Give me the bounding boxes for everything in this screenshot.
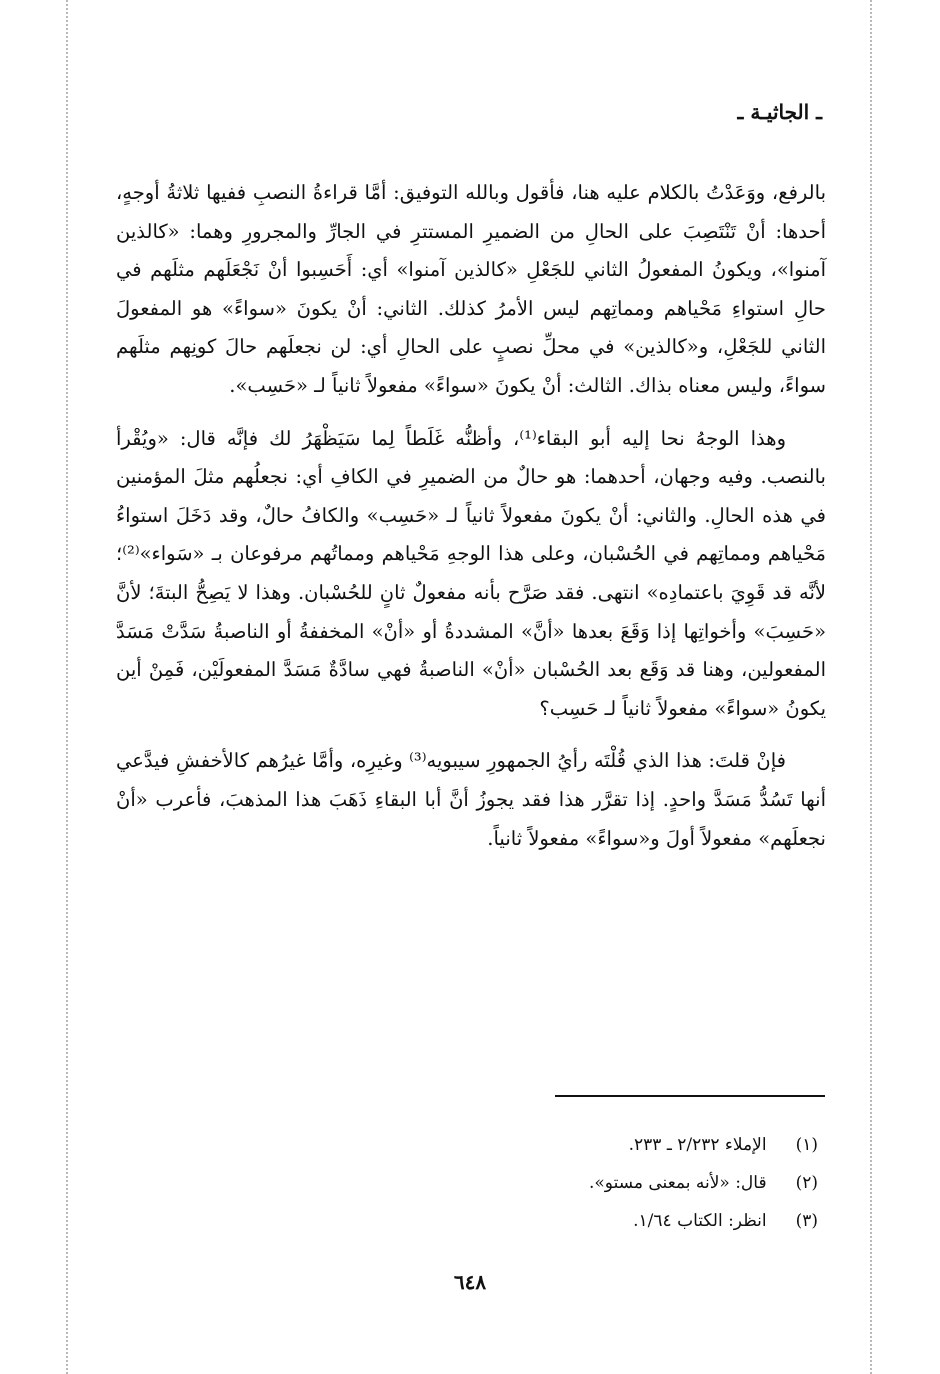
footnote-number: (٢) bbox=[795, 1173, 818, 1193]
footnote-2 bbox=[318, 1164, 818, 1202]
footnote-text: الإملاء ٢/٢٣٢ ـ ٢٣٣. bbox=[628, 1135, 767, 1155]
footnote-1 bbox=[318, 1126, 818, 1164]
body-text bbox=[116, 174, 826, 858]
scan-edge-right bbox=[870, 0, 872, 1374]
footnote-3 bbox=[318, 1202, 818, 1240]
footnote-text: قال: «لأنه بمعنى مستو». bbox=[589, 1173, 767, 1193]
paragraph-3: فإنْ قلتَ: هذا الذي قُلْتَه رأيُ الجمهورِ سيبويه⁽³⁾ وغيرِه، وأمَّا غيرُهم كالأخفشِ فيدَّعي أنها تَسُدُّ مَسَدَّ واحدٍ. إذا تقرَّر هذا فقد يجوزُ أنَّ أبا البقاءِ ذَهَبَ هذا المذهبَ، فأعرب «أنْ نجعلَهم» مفعولاً أولَ و«سواءً» مفعولاً ثانياً. bbox=[116, 749, 826, 850]
footnote-text: انظر: الكتاب ١/٦٤. bbox=[633, 1211, 767, 1231]
footnote-number: (١) bbox=[795, 1135, 818, 1155]
footnote-separator bbox=[555, 1095, 825, 1097]
footnote-number: (٣) bbox=[795, 1211, 818, 1231]
page-number: ٦٤٨ bbox=[453, 1270, 487, 1294]
running-title: ـ الجاثيـة ـ bbox=[737, 100, 822, 124]
scan-edge-left bbox=[66, 0, 68, 1374]
paragraph-2: وهذا الوجهُ نحا إليه أبو البقاء⁽¹⁾، وأظنُّه غَلَطاً لِما سَيَظْهَرُ لك فإنَّه قال: «ويُقْرأ بالنصب. وفيه وجهان، أحدهما: هو حالٌ من الضميرِ في الكافِ أي: نجعلُهم مثلَ المؤمنين في هذه الحالِ. والثاني: أنْ يكونَ مفعولاً ثانياً لـ «حَسِب» والكافُ حالٌ، وقد دَخَلَ استواءُ مَحْياهم ومماتِهم في الحُسْبان، وعلى هذا الوجهِ مَحْياهم ومماتُهم مرفوعان بـ «سَواء»⁽²⁾؛ لأنَّه قد قَوِيَ باعتمادِه» انتهى. فقد صَرَّح بأنه مفعولٌ ثانٍ للحُسْبان. وهذا لا يَصِحُّ البتةَ؛ لأنَّ «حَسِبَ» وأخواتِها إذا وَقَعَ بعدها «أنَّ» المشددةُ أو «أنْ» المخففةُ أو الناصبةُ سَدَّتْ مَسَدَّ المفعولين، وهنا قد وَقَع بعد الحُسْبان «أنْ» الناصبةُ فهي سادَّةٌ مَسَدَّ المفعولَيْن، فَمِنْ أين يكونُ «سواءً» مفعولاً ثانياً لـ حَسِب؟ bbox=[116, 426, 826, 720]
paragraph-1: بالرفع، ووَعَدْتُ بالكلام عليه هنا، فأقول وبالله التوفيق: أمَّا قراءةُ النصبِ ففيها ثلاثةُ أوجهٍ، أحدها: أنْ تَنْتَصِبَ على الحالِ من الضميرِ المستترِ في الجارِّ والمجرورِ وهما: «كالذين آمنوا»، ويكونُ المفعولُ الثاني للجَعْلِ «كالذين آمنوا» أي: أَحَسِبوا أنْ نَجْعَلَهم مثلَهم في حالِ استواءِ مَحْياهم ومماتِهم ليس الأمرُ كذلك. الثاني: أنْ يكونَ «سواءً» هو المفعولَ الثاني للجَعْلِ، و«كالذين» في محلِّ نصبٍ على الحالِ أي: لن نجعلَهم حالَ كونِهم مثلَهم سواءً، وليس معناه بذاك. الثالث: أنْ يكونَ «سواءً» مفعولاً ثانياً لـ «حَسِب». bbox=[116, 181, 826, 397]
footnotes bbox=[318, 1126, 818, 1240]
